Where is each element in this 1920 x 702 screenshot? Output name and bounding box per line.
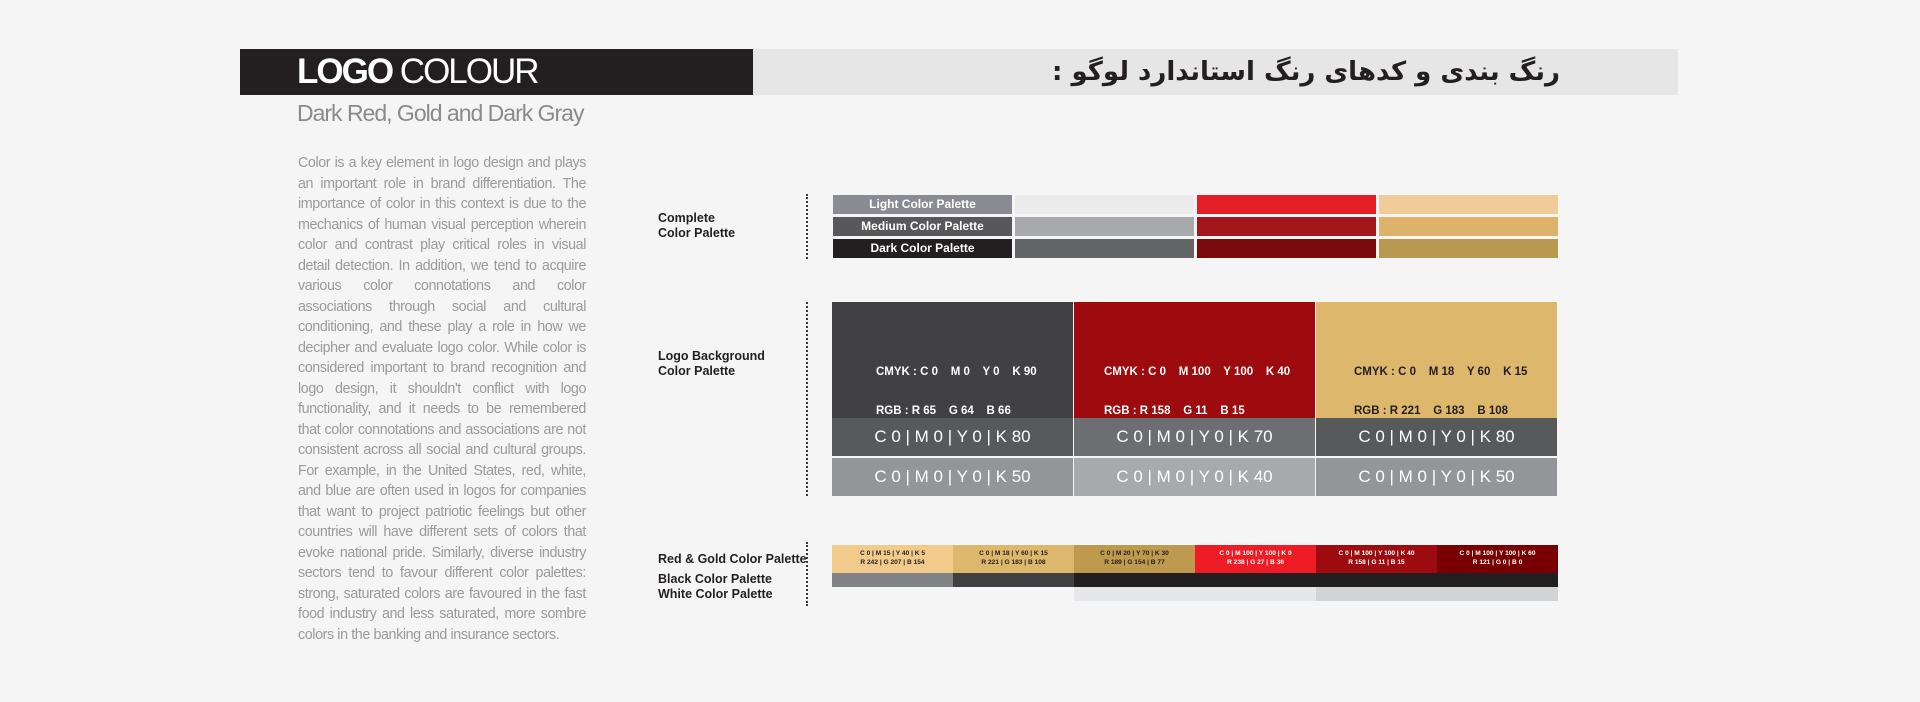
black-palette-label: Black Color Palette <box>658 572 772 586</box>
swatch-dark-gold <box>1379 239 1558 258</box>
rgb-code: R 242 | G 207 | B 154 <box>860 558 925 566</box>
red-gold-palette-label: Red & Gold Color Palette <box>658 552 807 566</box>
red-gold-swatch <box>1195 545 1316 573</box>
rgb-code: R 158 | G 11 | B 15 <box>1348 558 1405 566</box>
swatch-dark-red <box>1197 239 1376 258</box>
dotted-divider <box>806 542 808 606</box>
cmyk-code: CMYK : C 0 M 18 Y 60 K 15 <box>1354 366 1528 378</box>
cmyk-code: CMYK : C 0 M 100 Y 100 K 40 <box>1104 366 1291 378</box>
cmyk-code: C 0 | M 100 | Y 100 | K 60 <box>1459 550 1536 557</box>
rgb-code: RGB : R 221 G 183 B 108 <box>1354 405 1509 417</box>
red-gold-swatch <box>1316 545 1437 573</box>
cmyk-code: C 0 | M 100 | Y 100 | K 40 <box>1338 550 1415 557</box>
dotted-divider <box>806 194 808 259</box>
page-title <box>297 53 538 91</box>
title-bold: LOGO <box>297 52 393 91</box>
page-title-persian: رنگ بندی و کدهای رنگ استاندارد لوگو : <box>1052 57 1560 87</box>
cmyk-code: C 0 | M 20 | Y 70 | K 30 <box>1100 550 1169 557</box>
red-gold-swatch <box>832 545 953 573</box>
light-palette-label: Light Color Palette <box>833 195 1012 214</box>
subtitle: Dark Red, Gold and Dark Gray <box>297 100 584 126</box>
white-palette-swatch <box>1195 587 1316 601</box>
cmyk-code: C 0 | M 100 | Y 100 | K 0 <box>1219 550 1292 557</box>
swatch-light-red <box>1197 195 1376 214</box>
black-palette-swatch <box>953 573 1074 587</box>
white-palette-swatch <box>1437 587 1558 601</box>
swatch-medium-red <box>1197 217 1376 236</box>
rgb-code: R 238 | G 27 | B 36 <box>1227 558 1284 566</box>
logo-background-label-line1: Logo Background <box>658 349 765 363</box>
rgb-code: R 221 | G 183 | B 108 <box>981 558 1046 566</box>
tint-row-40: C 0 | M 0 | Y 0 | K 40 <box>1074 458 1315 496</box>
cmyk-code: C 0 | M 18 | Y 60 | K 15 <box>979 550 1048 557</box>
tint-row-70: C 0 | M 0 | Y 0 | K 70 <box>1074 418 1315 456</box>
logo-background-label-line2: Color Palette <box>658 364 736 378</box>
complete-palette-label-line2: Color Palette <box>658 226 736 240</box>
swatch-medium-gold <box>1379 217 1558 236</box>
red-gold-swatch <box>953 545 1074 573</box>
white-palette-swatch <box>953 587 1074 601</box>
tint-row-50: C 0 | M 0 | Y 0 | K 50 <box>832 458 1073 496</box>
complete-palette-label <box>658 211 735 241</box>
white-palette-swatch <box>1074 587 1195 601</box>
white-palette-swatch <box>832 587 953 601</box>
red-gold-swatch <box>1437 545 1558 573</box>
swatch-dark-gray <box>1015 239 1194 258</box>
logo-background-label <box>658 349 765 379</box>
black-palette-swatch <box>832 573 953 587</box>
dotted-divider <box>806 302 808 496</box>
white-palette-label: White Color Palette <box>658 587 773 601</box>
red-gold-swatch <box>1074 545 1195 573</box>
white-palette-swatch <box>1316 587 1437 601</box>
tint-row-80: C 0 | M 0 | Y 0 | K 80 <box>1316 418 1557 456</box>
cmyk-code: CMYK : C 0 M 0 Y 0 K 90 <box>876 366 1037 378</box>
complete-palette-label-line1: Complete <box>658 211 715 225</box>
rgb-code: RGB : R 158 G 11 B 15 <box>1104 405 1245 417</box>
rgb-code: RGB : R 65 G 64 B 66 <box>876 405 1011 417</box>
medium-palette-label: Medium Color Palette <box>833 217 1012 236</box>
swatch-medium-gray <box>1015 217 1194 236</box>
swatch-light-gray <box>1015 195 1194 214</box>
rgb-code: R 189 | G 154 | B 77 <box>1104 558 1165 566</box>
swatch-light-gold <box>1379 195 1558 214</box>
black-palette-swatch <box>1195 573 1316 587</box>
title-light: COLOUR <box>392 52 538 91</box>
tint-row-80: C 0 | M 0 | Y 0 | K 80 <box>832 418 1073 456</box>
black-palette-swatch <box>1316 573 1437 587</box>
cmyk-code: C 0 | M 15 | Y 40 | K 5 <box>859 550 926 557</box>
rgb-code: R 121 | G 0 | B 0 <box>1472 558 1523 566</box>
black-palette-swatch <box>1437 573 1558 587</box>
dark-palette-label: Dark Color Palette <box>833 239 1012 258</box>
body-paragraph: Color is a key element in logo design and plays an important role in brand differentiation. The importance of color in this context is due to the mechanics of human visual perception wherein color and contrast play critical roles in visual detail detection. In addition, we tend to acquire various color connotations and color associations through social and cultural conditioning, and these play a role in how we decipher and evaluate logo color. While color is considered important to brand recognition and logo design, it shouldn't conflict with logo functionality, and it needs to be remembered that color connotations and associations are not consistent across all social and cultural groups. For example, in the United States, red, white, and blue are often used in logos for companies that want to project patriotic feelings but other countries will have different sets of colors that evoke national pride. Similarly, diverse industry sectors tend to favour different color palettes: strong, saturated colors are favoured in the fast food industry and less saturated, more sombre colors in the banking and insurance sectors. <box>298 155 586 643</box>
tint-row-50: C 0 | M 0 | Y 0 | K 50 <box>1316 458 1557 496</box>
black-palette-swatch <box>1074 573 1195 587</box>
